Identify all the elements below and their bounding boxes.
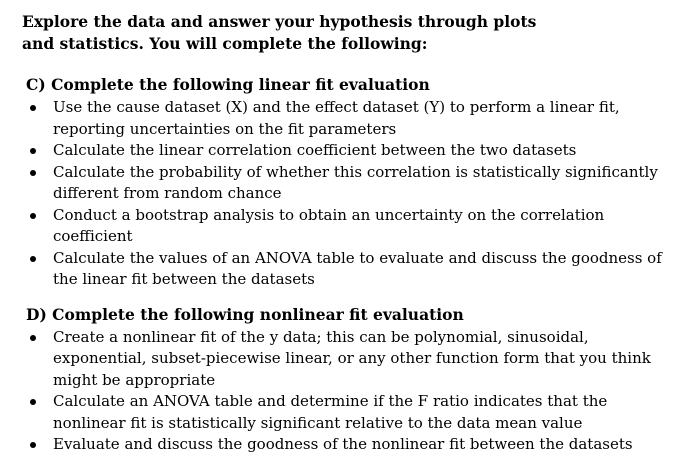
list-item: Use the cause dataset (X) and the effect dataset (Y) to perform a linear fit, reporting uncertainties on the fit parameters (22, 97, 633, 140)
intro-text: Explore the data and answer your hypothesis through plots and statistics. You will complete the following: (22, 12, 537, 53)
section-heading: C) Complete the following linear fit evaluation (26, 75, 430, 94)
bullet-list (22, 97, 681, 291)
list-item: Calculate the linear correlation coefficient between the two datasets (22, 140, 681, 162)
list-item: Calculate the values of an ANOVA table to evaluate and discuss the goodness of the linear fit between the datasets (22, 248, 683, 291)
section-linear-fit (22, 74, 681, 291)
list-item: Calculate the probability of whether this correlation is statistically significantly different from random chance (22, 162, 681, 205)
bullet-list (22, 327, 681, 456)
section-nonlinear-fit (22, 304, 681, 456)
list-item: Conduct a bootstrap analysis to obtain an uncertainty on the correlation coefficient (22, 205, 631, 248)
list-item: Calculate an ANOVA table and determine if the F ratio indicates that the nonlinear fit is statistically significant relative to the data mean value (22, 391, 633, 434)
list-item: Evaluate and discuss the goodness of the nonlinear fit between the datasets (22, 434, 681, 456)
section-heading: D) Complete the following nonlinear fit evaluation (26, 304, 464, 324)
list-item: Create a nonlinear fit of the y data; this can be polynomial, sinusoidal, exponential, subset-piecewise linear, or any other function form that you think might be appropriate (22, 327, 681, 392)
